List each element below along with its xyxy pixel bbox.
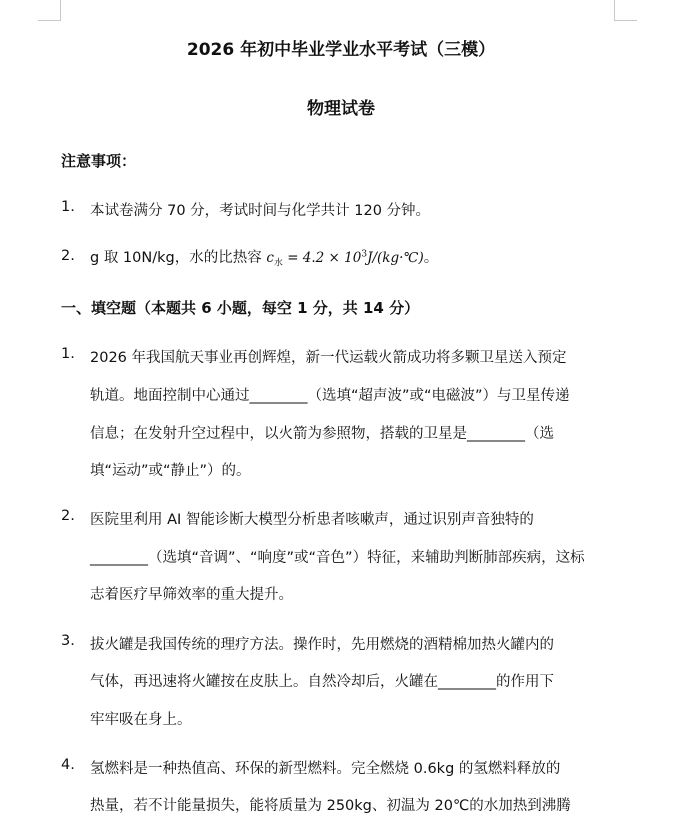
question-number: 3. [61, 633, 75, 649]
question-number: 4. [61, 757, 75, 773]
formula-subscript: 水 [273, 258, 283, 269]
question-line: 热量，若不计能量损失，能将质量为 250kg、初温为 20℃的水加热到沸腾 [90, 798, 571, 814]
question-line: 拔火罐是我国传统的理疗方法。操作时，先用燃烧的酒精棉加热火罐内的 [90, 637, 554, 653]
formula-exponent: 3 [361, 249, 368, 260]
question-number: 1. [61, 346, 75, 362]
note-text-before: g 取 10N/kg，水的比热容 [90, 250, 262, 266]
formula-symbol: c [266, 250, 274, 266]
note-text: 本试卷满分 70 分，考试时间与化学共计 120 分钟。 [90, 203, 431, 219]
exam-subtitle: 物理试卷 [307, 99, 375, 119]
section-heading: 一、填空题（本题共 6 小题，每空 1 分，共 14 分） [61, 299, 420, 317]
question-line: 牢牢吸在身上。 [90, 712, 192, 728]
note-number: 1. [61, 199, 75, 215]
question-line: ________（选填“音调”、“响度”或“音色”）特征，来辅助判断肺部疾病，这标 [90, 550, 585, 566]
question-line: 氢燃料是一种热值高、环保的新型燃料。完全燃烧 0.6kg 的氢燃料释放的 [90, 761, 561, 777]
crop-mark-top-left [38, 0, 61, 21]
note-text [90, 246, 438, 269]
notes-heading: 注意事项： [61, 152, 137, 170]
question-line: 志着医疗早筛效率的重大提升。 [90, 587, 293, 603]
question-line: 轨道。地面控制中心通过________（选填“超声波”或“电磁波”）与卫星传递 [90, 388, 570, 404]
formula-equation: = 4.2 × 10 [282, 250, 362, 266]
specific-heat-formula [266, 249, 424, 269]
note-number: 2. [61, 248, 75, 264]
question-line: 气体，再迅速将火罐按在皮肤上。自然冷却后，火罐在________的作用下 [90, 674, 554, 690]
question-line: 2026 年我国航天事业再创辉煌，新一代运载火箭成功将多颗卫星送入预定 [90, 350, 567, 366]
question-line: 填“运动”或“静止”）的。 [90, 463, 251, 479]
exam-title: 2026 年初中毕业学业水平考试（三模） [186, 40, 496, 60]
question-line: 医院里利用 AI 智能诊断大模型分析患者咳嗽声，通过识别声音独特的 [90, 512, 534, 528]
question-line: 信息；在发射升空过程中，以火箭为参照物，搭载的卫星是________（选 [90, 426, 554, 442]
crop-mark-top-right [614, 0, 637, 21]
formula-unit: J/(kg·℃) [367, 250, 424, 266]
question-number: 2. [61, 508, 75, 524]
note-text-after: 。 [423, 250, 439, 266]
